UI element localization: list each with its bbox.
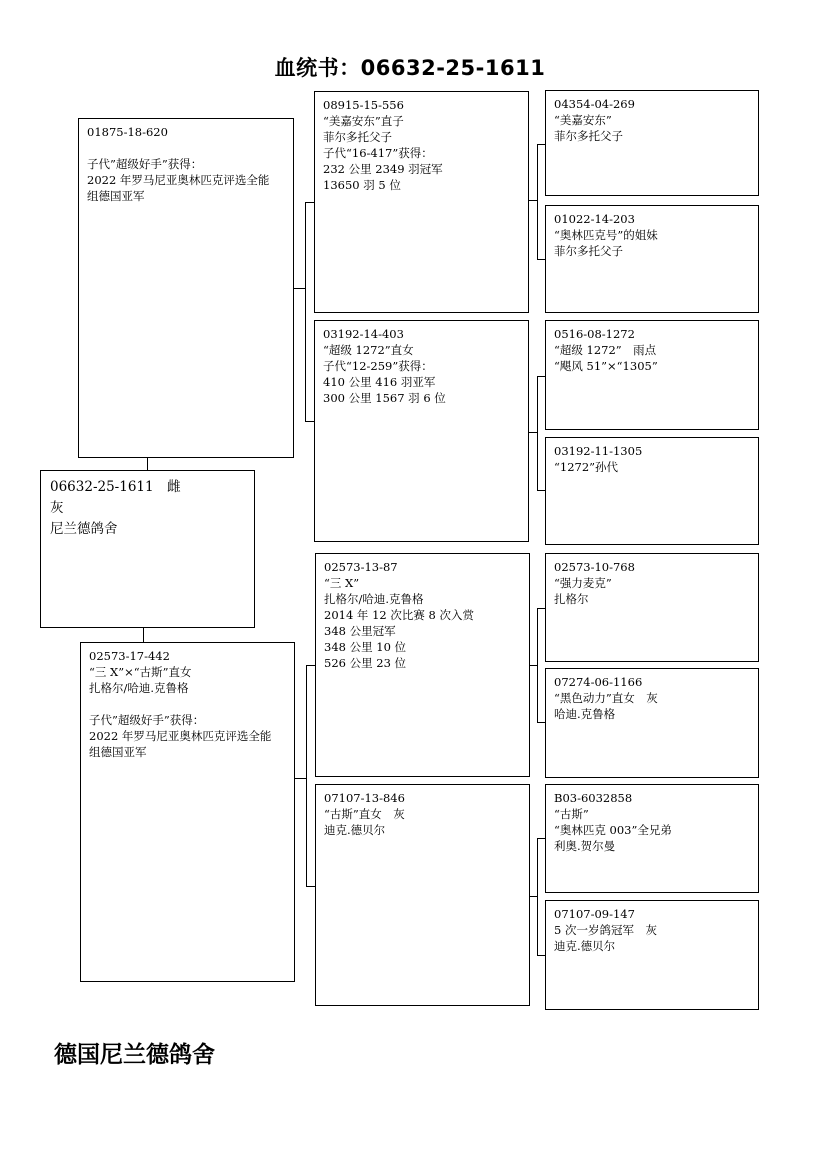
card-line: 2022 年罗马尼亚奥林匹克评选全能	[89, 729, 272, 743]
card-line: 扎格尔/哈迪.克鲁格	[89, 681, 189, 695]
card-line: 利奥.贺尔曼	[554, 839, 616, 853]
card-line: 扎格尔/哈迪.克鲁格	[324, 592, 424, 606]
connector-line	[147, 458, 148, 470]
card-line: 0516-08-1272	[554, 327, 635, 341]
connector-line	[530, 665, 537, 666]
connector-line	[537, 955, 545, 956]
card-line: 03192-11-1305	[554, 444, 643, 458]
great-grandparent-card-6	[545, 668, 759, 778]
connector-line	[143, 628, 144, 642]
card-line: 08915-15-556	[323, 98, 404, 112]
card-line: “奥林匹克 003”全兄弟	[554, 823, 672, 837]
card-line	[89, 696, 286, 712]
card-line: 02573-17-442	[89, 649, 170, 663]
connector-line	[537, 722, 545, 723]
connector-line	[537, 838, 545, 839]
card-line: 01022-14-203	[554, 212, 635, 226]
card-line	[87, 140, 285, 156]
card-line: 5 次一岁鸽冠军 灰	[554, 923, 657, 937]
connector-line	[306, 665, 315, 666]
card-line: “三 X”×“古斯”直女	[89, 665, 192, 679]
card-line: 子代”超级好手”获得：	[89, 713, 205, 727]
card-line: “超级 1272” 雨点	[554, 343, 657, 357]
great-grandparent-card-5	[545, 553, 759, 662]
great-grandparent-card-3	[545, 320, 759, 430]
card-line: 410 公里 416 羽亚军	[323, 375, 436, 389]
card-line: 07274-06-1166	[554, 675, 643, 689]
card-line: 扎格尔	[554, 592, 589, 606]
card-line: 04354-04-269	[554, 97, 635, 111]
card-line: “1272”孙代	[554, 460, 619, 474]
connector-line	[529, 200, 537, 201]
connector-line	[305, 421, 314, 422]
connector-line	[537, 608, 538, 723]
card-line: “超级 1272”直女	[323, 343, 414, 357]
card-line: 组德国亚军	[87, 189, 145, 203]
card-line: “黑色动力”直女 灰	[554, 691, 658, 705]
card-line: 子代“12-259”获得：	[323, 359, 433, 373]
loft-name-footer: 德国尼兰德鸽舍	[54, 1042, 215, 1068]
card-line: 2014 年 12 次比赛 8 次入赏	[324, 608, 474, 622]
subject-color: 灰	[50, 500, 64, 516]
subject-ring-number: 06632-25-1611 雌	[50, 479, 181, 495]
subject-loft: 尼兰德鸽舍	[50, 521, 118, 537]
card-line: “古斯”	[554, 807, 589, 821]
card-line: 菲尔多托父子	[554, 244, 623, 258]
card-line: “美嘉安东”	[554, 113, 612, 127]
card-line: 01875-18-620	[87, 125, 168, 139]
connector-line	[537, 376, 538, 491]
connector-line	[537, 838, 538, 956]
card-line: 菲尔多托父子	[323, 130, 392, 144]
connector-line	[537, 259, 545, 260]
great-grandparent-card-1	[545, 90, 759, 196]
card-line: 300 公里 1567 羽 6 位	[323, 391, 446, 405]
card-line: 348 公里 10 位	[324, 640, 407, 654]
connector-line	[530, 896, 537, 897]
connector-line	[306, 665, 307, 887]
card-line: 07107-09-147	[554, 907, 635, 921]
great-grandparent-card-4	[545, 437, 759, 545]
card-line: 232 公里 2349 羽冠军	[323, 162, 443, 176]
card-line: 菲尔多托父子	[554, 129, 623, 143]
card-line: 348 公里冠军	[324, 624, 396, 638]
card-line: 子代“16-417”获得：	[323, 146, 433, 160]
connector-line	[529, 432, 537, 433]
card-line: 迪克.德贝尔	[324, 823, 386, 837]
dam-card	[80, 642, 295, 982]
dam-sire-card	[315, 553, 530, 777]
card-line: 03192-14-403	[323, 327, 404, 341]
sire-card	[78, 118, 294, 458]
card-line: 组德国亚军	[89, 745, 147, 759]
card-line: 02573-10-768	[554, 560, 635, 574]
card-line: “美嘉安东”直子	[323, 114, 404, 128]
connector-line	[537, 144, 545, 145]
card-line: “飓风 51”×“1305”	[554, 359, 658, 373]
connector-line	[305, 202, 314, 203]
connector-line	[537, 144, 538, 260]
subject-card	[40, 470, 255, 628]
page-title: 血统书：06632-25-1611	[274, 56, 546, 80]
connector-line	[537, 376, 545, 377]
connector-line	[537, 608, 545, 609]
great-grandparent-card-8	[545, 900, 759, 1010]
connector-line	[306, 886, 315, 887]
card-line: 2022 年罗马尼亚奥林匹克评选全能	[87, 173, 270, 187]
card-line: 13650 羽 5 位	[323, 178, 401, 192]
card-line: “三 X”	[324, 576, 360, 590]
card-line: “强力麦克”	[554, 576, 612, 590]
connector-line	[537, 490, 545, 491]
card-line: 526 公里 23 位	[324, 656, 407, 670]
connector-line	[305, 202, 306, 422]
card-line: 07107-13-846	[324, 791, 405, 805]
card-line: 迪克.德贝尔	[554, 939, 616, 953]
dam-dam-card	[315, 784, 530, 1006]
sire-dam-card	[314, 320, 529, 542]
card-line: 02573-13-87	[324, 560, 398, 574]
great-grandparent-card-7	[545, 784, 759, 893]
card-line: “古斯”直女 灰	[324, 807, 405, 821]
card-line: 子代”超级好手”获得：	[87, 157, 203, 171]
sire-sire-card	[314, 91, 529, 313]
card-line: 哈迪.克鲁格	[554, 707, 616, 721]
card-line: “奥林匹克号”的姐妹	[554, 228, 658, 242]
card-line: B03-6032858	[554, 791, 633, 805]
great-grandparent-card-2	[545, 205, 759, 313]
